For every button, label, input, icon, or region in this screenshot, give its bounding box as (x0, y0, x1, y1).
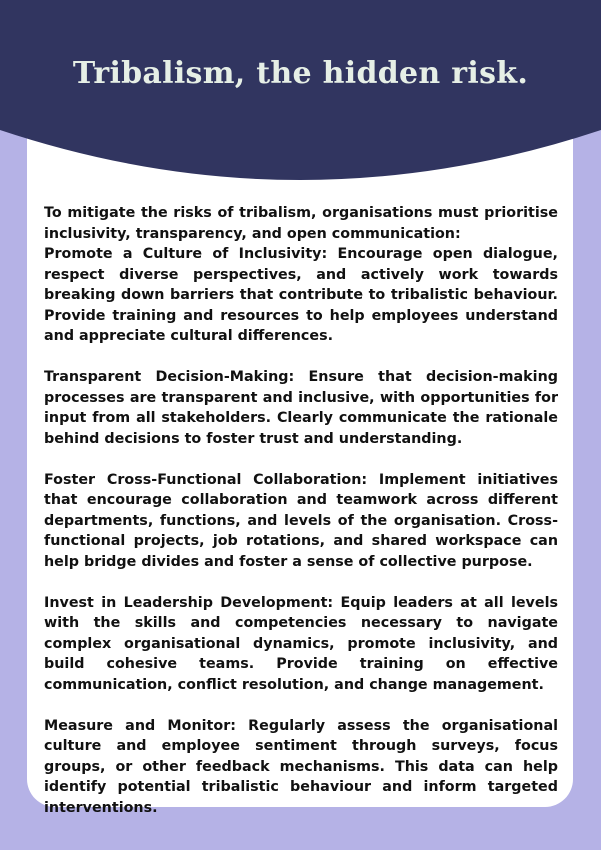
paragraph-inclusivity (44, 203, 558, 347)
paragraph-measure-and-monitor: Measure and Monitor: Regularly assess the organisational culture and employee sentiment through surveys, focus groups, or other feedback mechanisms. This data can help identify potential tribalistic behaviour and inform targeted interventions. (44, 717, 558, 816)
paragraph-transparent-decision-making: Transparent Decision-Making: Ensure that decision-making processes are transparent and inclusive, with opportunities for input from all stakeholders. Clearly communicate the rationale behind decisions to foster trust and understanding. (44, 369, 558, 447)
paragraph-cross-functional-collaboration: Foster Cross-Functional Collaboration: Implement initiatives that encourage collaboration and teamwork across different departments, functions, and levels of the organisation. Cross-functional projects, job rotations, and shared workspace can help bridge divides and foster a sense of collective purpose. (44, 471, 558, 570)
page-title: Tribalism, the hidden risk. (72, 56, 529, 91)
header-banner (0, 0, 601, 185)
header-wave-shape (0, 0, 601, 185)
paragraph-text: Promote a Culture of Inclusivity: Encourage open dialogue, respect diverse perspectives, and actively work towards breaking down barriers that contribute to tribalistic behaviour. Provide training and resources to help employees understand and appreciate cultural differences. (44, 246, 558, 344)
article-body (44, 203, 558, 839)
paragraph-leadership-development: Invest in Leadership Development: Equip leaders at all levels with the skills and competencies necessary to navigate complex organisational dynamics, promote inclusivity, and build cohesive teams. Provide training on effective communication, conflict resolution, and change management. (44, 594, 558, 693)
paragraph-intro: To mitigate the risks of tribalism, organisations must prioritise inclusivity, transparency, and open communication: (44, 205, 558, 242)
